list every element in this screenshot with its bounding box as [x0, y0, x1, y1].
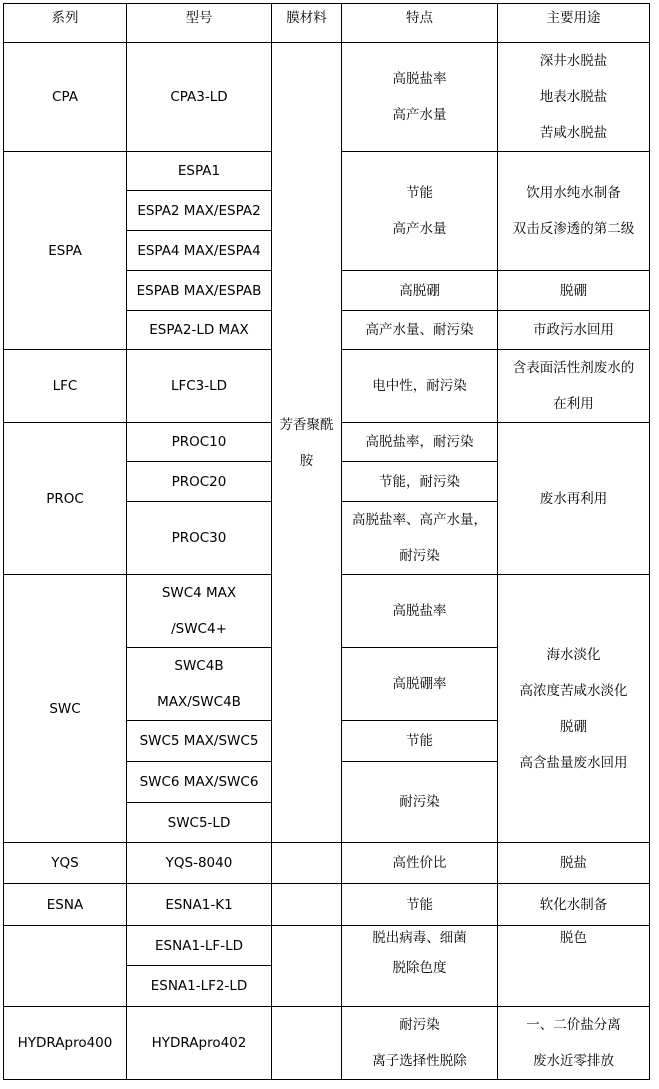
usage-line: 海水淡化 — [546, 646, 601, 663]
series-cell: HYDRApro400 — [4, 1007, 127, 1080]
model-line: SWC4 MAX — [161, 585, 237, 601]
model-cell: ESPA2 MAX/ESPA2 — [127, 191, 272, 231]
feature-cell: 高产水量、耐污染 — [342, 311, 498, 350]
material-cell — [272, 43, 342, 843]
feature-cell — [342, 1007, 498, 1080]
feature-line: 高脱盐率 — [392, 71, 447, 87]
usage-line: 双击反渗透的第二级 — [512, 221, 635, 237]
model-cell: PROC30 — [127, 502, 272, 575]
material-line: 胺 — [299, 452, 314, 469]
usage-cell: 市政污水回用 — [498, 311, 650, 350]
usage-line: 脱硼 — [560, 718, 587, 735]
usage-cell: 废水再利用 — [498, 423, 650, 575]
usage-cell — [498, 1007, 650, 1080]
feature-cell — [342, 926, 498, 1007]
header-series: 系列 — [4, 4, 127, 43]
header-feature: 特点 — [342, 4, 498, 43]
model-cell: ESPA4 MAX/ESPA4 — [127, 231, 272, 271]
model-cell: SWC5 MAX/SWC5 — [127, 721, 272, 762]
model-cell: YQS-8040 — [127, 843, 272, 884]
series-cell: SWC — [4, 575, 127, 843]
feature-cell: 高脱硼 — [342, 271, 498, 311]
feature-cell — [342, 152, 498, 271]
model-cell: HYDRApro402 — [127, 1007, 272, 1080]
usage-line: 饮用水纯水制备 — [526, 185, 621, 201]
feature-cell: 耐污染 — [342, 762, 498, 843]
usage-line: 苦咸水脱盐 — [539, 125, 608, 141]
feature-cell: 节能 — [342, 721, 498, 762]
table-row — [4, 843, 650, 884]
feature-cell: 高性价比 — [342, 843, 498, 884]
model-cell: CPA3-LD — [127, 43, 272, 152]
material-cell — [272, 926, 342, 1007]
model-cell: SWC5-LD — [127, 803, 272, 843]
series-cell — [4, 926, 127, 1007]
table-row — [4, 1007, 650, 1080]
series-cell: YQS — [4, 843, 127, 884]
model-cell: LFC3-LD — [127, 350, 272, 423]
feature-cell: 电中性，耐污染 — [342, 350, 498, 423]
feature-line: 耐污染 — [399, 548, 440, 564]
usage-line: 含表面活性剂废水的 — [512, 360, 635, 376]
model-cell: ESPA1 — [127, 152, 272, 191]
model-line: /SWC4+ — [171, 621, 227, 637]
feature-line: 脱除色度 — [392, 960, 447, 976]
header-model: 型号 — [127, 4, 272, 43]
model-cell — [127, 648, 272, 721]
usage-line: 一、二价盐分离 — [526, 1017, 621, 1033]
table-row — [4, 926, 650, 966]
material-cell — [272, 884, 342, 926]
usage-line: 高浓度苦咸水淡化 — [519, 682, 628, 699]
model-cell: PROC20 — [127, 462, 272, 502]
usage-cell — [498, 575, 650, 843]
feature-cell: 高脱盐率，耐污染 — [342, 423, 498, 462]
usage-cell: 脱盐 — [498, 843, 650, 884]
feature-line: 高产水量 — [392, 107, 447, 123]
model-cell — [127, 575, 272, 648]
model-line: SWC4B — [174, 658, 224, 674]
feature-cell: 高脱盐率 — [342, 575, 498, 648]
model-cell: ESPA2-LD MAX — [127, 311, 272, 350]
header-row — [4, 4, 650, 43]
feature-cell: 节能 — [342, 884, 498, 926]
feature-line: 离子选择性脱除 — [372, 1053, 467, 1069]
model-cell: ESPAB MAX/ESPAB — [127, 271, 272, 311]
series-cell: PROC — [4, 423, 127, 575]
usage-line: 废水近零排放 — [533, 1053, 614, 1069]
usage-line: 在利用 — [553, 396, 594, 412]
model-cell: ESNA1-LF-LD — [127, 926, 272, 966]
header-usage: 主要用途 — [498, 4, 650, 43]
usage-line: 深井水脱盐 — [539, 53, 608, 69]
table-row — [4, 43, 650, 152]
feature-line: 高产水量 — [392, 221, 447, 237]
table-row — [4, 884, 650, 926]
model-cell: ESNA1-K1 — [127, 884, 272, 926]
feature-cell — [342, 502, 498, 575]
usage-line: 高含盐量废水回用 — [519, 754, 628, 771]
model-cell: ESNA1-LF2-LD — [127, 966, 272, 1007]
usage-line: 地表水脱盐 — [539, 89, 608, 105]
material-line: 芳香聚酰 — [279, 416, 334, 433]
series-cell: ESNA — [4, 884, 127, 926]
usage-cell: 软化水制备 — [498, 884, 650, 926]
feature-line: 脱出病毒、细菌 — [372, 930, 467, 946]
model-cell: PROC10 — [127, 423, 272, 462]
feature-cell — [342, 43, 498, 152]
usage-cell — [498, 350, 650, 423]
series-cell: LFC — [4, 350, 127, 423]
material-cell — [272, 1007, 342, 1080]
usage-cell: 脱硼 — [498, 271, 650, 311]
feature-line: 耐污染 — [399, 1017, 440, 1033]
series-cell: ESPA — [4, 152, 127, 350]
model-cell: SWC6 MAX/SWC6 — [127, 762, 272, 803]
feature-cell: 高脱硼率 — [342, 648, 498, 721]
usage-cell: 脱色 — [498, 926, 650, 1007]
model-line: MAX/SWC4B — [157, 694, 241, 710]
usage-cell — [498, 43, 650, 152]
usage-cell — [498, 152, 650, 271]
feature-line: 高脱盐率、高产水量， — [352, 512, 487, 528]
series-cell: CPA — [4, 43, 127, 152]
feature-line: 节能 — [406, 185, 433, 201]
material-cell — [272, 843, 342, 884]
feature-cell: 节能，耐污染 — [342, 462, 498, 502]
header-material: 膜材料 — [272, 4, 342, 43]
membrane-table — [3, 3, 650, 1080]
